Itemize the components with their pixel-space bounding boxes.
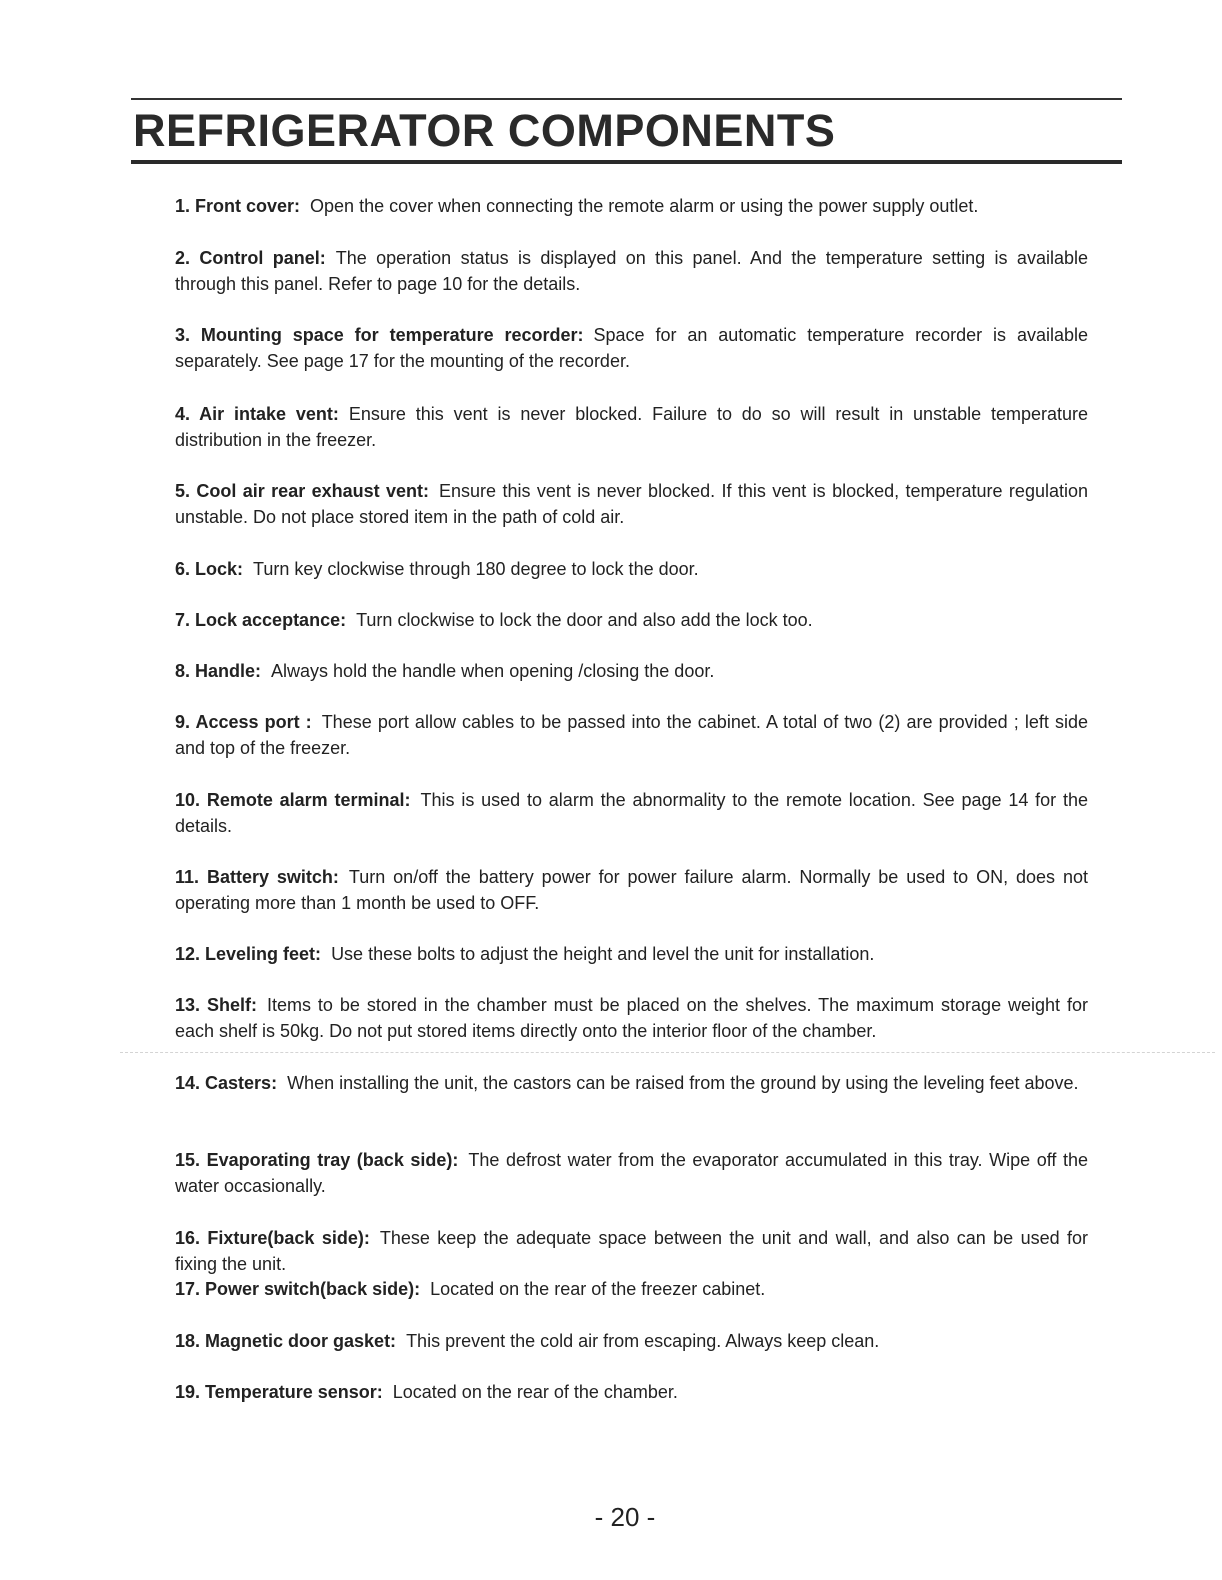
component-description: Ensure this vent is never blocked. Failure to do so will result in unstable temperature distribution in the freezer. — [175, 404, 1088, 450]
component-description: Use these bolts to adjust the height and level the unit for installation. — [331, 944, 875, 964]
component-item — [175, 557, 1088, 583]
component-description: Space for an automatic temperature recorder is available separately. See page 17 for the mounting of the recorder. — [175, 325, 1088, 371]
component-label: 3. Mounting space for temperature recorder: — [175, 325, 584, 345]
component-label: 15. Evaporating tray (back side): — [175, 1150, 459, 1170]
component-item — [175, 993, 1088, 1044]
component-label: 8. Handle: — [175, 661, 262, 681]
component-label: 14. Casters: — [175, 1073, 278, 1093]
component-item — [175, 865, 1088, 916]
component-description: These port allow cables to be passed into the cabinet. A total of two (2) are provided ; left side and top of the freezer. — [175, 712, 1088, 758]
component-label: 13. Shelf: — [175, 995, 257, 1015]
component-item — [175, 479, 1088, 530]
title-bottom-rule — [131, 160, 1122, 164]
component-description: Open the cover when connecting the remote alarm or using the power supply outlet. — [310, 196, 979, 216]
component-description: This prevent the cold air from escaping. Always keep clean. — [406, 1331, 880, 1351]
component-item — [175, 194, 1088, 220]
component-description: The defrost water from the evaporator accumulated in this tray. Wipe off the water occasionally. — [175, 1150, 1089, 1196]
component-label: 18. Magnetic door gasket: — [175, 1331, 397, 1351]
title-block — [131, 98, 1122, 164]
component-item — [175, 608, 1088, 634]
component-description: Items to be stored in the chamber must be placed on the shelves. The maximum storage weight for each shelf is 50kg. Do not put stored items directly onto the interior floor of the chamber. — [175, 995, 1088, 1041]
component-description: Always hold the handle when opening /closing the door. — [271, 661, 715, 681]
component-label: 1. Front cover: — [175, 196, 301, 216]
component-item — [175, 1329, 1088, 1355]
scan-artifact-line — [120, 1052, 1215, 1053]
component-label: 4. Air intake vent: — [175, 404, 339, 424]
component-description: The operation status is displayed on this panel. And the temperature setting is available through this panel. Refer to page 10 for the details. — [175, 248, 1088, 294]
component-label: 17. Power switch(back side): — [175, 1279, 421, 1299]
component-item — [175, 246, 1088, 297]
component-item — [175, 1380, 1088, 1406]
component-description: When installing the unit, the castors can be raised from the ground by using the leveling feet above. — [287, 1073, 1079, 1093]
component-label: 19. Temperature sensor: — [175, 1382, 383, 1402]
component-item — [175, 788, 1088, 839]
component-label: 11. Battery switch: — [175, 867, 339, 887]
component-description: Located on the rear of the freezer cabinet. — [430, 1279, 766, 1299]
page-number: - 20 - — [594, 1502, 656, 1532]
component-description: Ensure this vent is never blocked. If this vent is blocked, temperature regulation unstable. Do not place stored item in the path of cold air. — [175, 481, 1088, 527]
component-item — [175, 323, 1088, 374]
component-item — [175, 710, 1088, 761]
component-item — [175, 942, 1088, 968]
component-item — [175, 659, 1088, 685]
component-item — [175, 1071, 1088, 1097]
component-label: 9. Access port : — [175, 712, 312, 732]
component-label: 5. Cool air rear exhaust vent: — [175, 481, 430, 501]
component-label: 10. Remote alarm terminal: — [175, 790, 411, 810]
component-description: This is used to alarm the abnormality to the remote location. See page 14 for the details. — [175, 790, 1088, 836]
component-item — [175, 1148, 1088, 1199]
component-description: Located on the rear of the chamber. — [392, 1382, 678, 1402]
component-description: Turn clockwise to lock the door and also add the lock too. — [356, 610, 813, 630]
component-label: 16. Fixture(back side): — [175, 1228, 370, 1248]
page-title: REFRIGERATOR COMPONENTS — [133, 105, 836, 156]
component-label: 7. Lock acceptance: — [175, 610, 347, 630]
component-item — [175, 1226, 1088, 1277]
component-label: 6. Lock: — [175, 559, 244, 579]
component-item — [175, 402, 1088, 453]
title-top-rule — [131, 98, 1122, 100]
component-item — [175, 1277, 1088, 1303]
component-description: Turn key clockwise through 180 degree to lock the door. — [253, 559, 699, 579]
component-description: These keep the adequate space between the unit and wall, and also can be used for fixing the unit. — [175, 1228, 1088, 1274]
component-label: 12. Leveling feet: — [175, 944, 322, 964]
component-description: Turn on/off the battery power for power failure alarm. Normally be used to ON, does not operating more than 1 month be used to OFF. — [175, 867, 1089, 913]
component-label: 2. Control panel: — [175, 248, 326, 268]
